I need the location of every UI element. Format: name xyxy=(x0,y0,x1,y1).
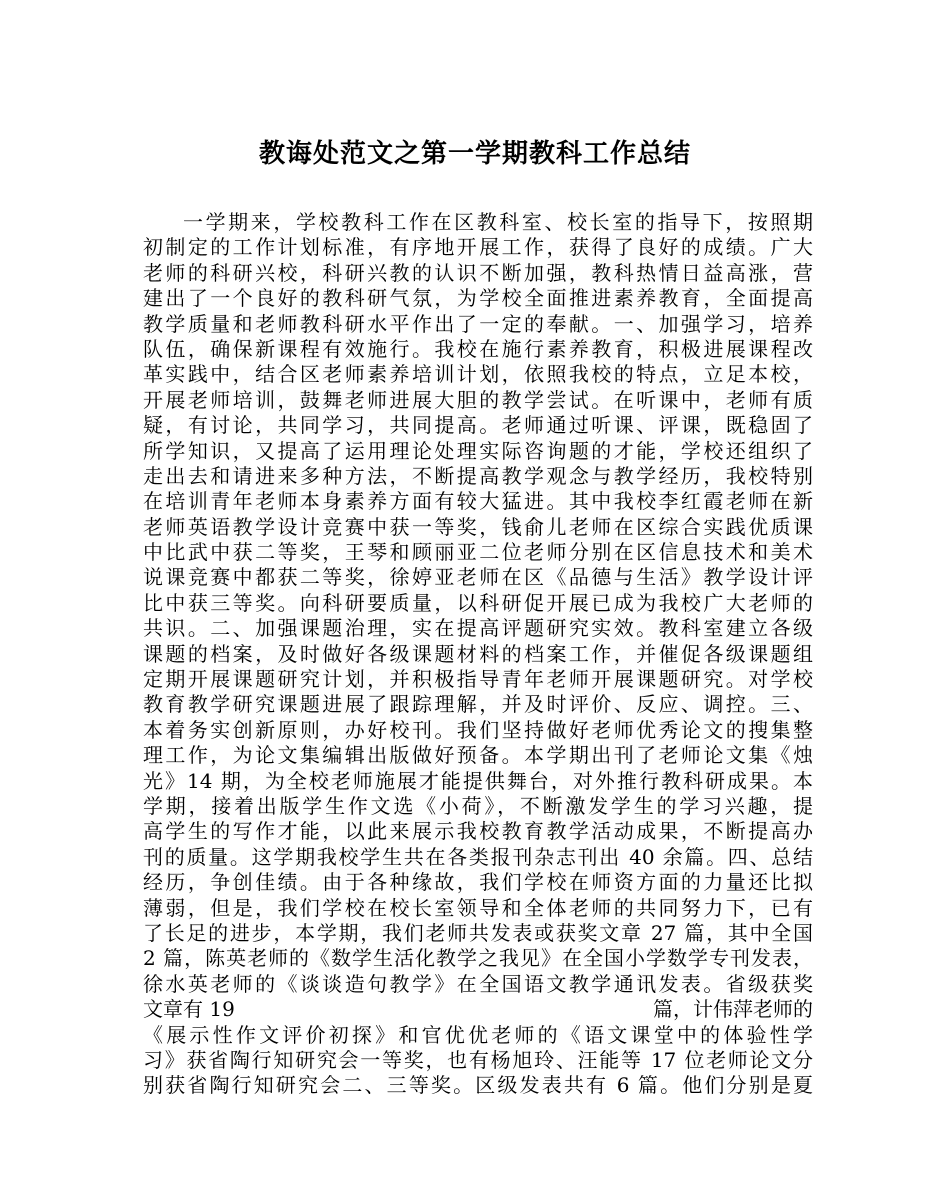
text-line: 本着务实创新原则，办好校刊。我们坚持做好老师优秀论文的搜集整 xyxy=(143,717,813,742)
text-line: 说课竞赛中都获二等奖，徐婷亚老师在区《品德与生活》教学设计评 xyxy=(143,565,813,590)
text-line: 一学期来，学校教科工作在区教科室、校长室的指导下，按照期 xyxy=(183,210,813,234)
text-line: 光》14 期，为全校老师施展才能提供舞台，对外推行教科研成果。本 xyxy=(143,768,813,793)
text-line: 学期，接着出版学生作文选《小荷》，不断激发学生的学习兴趣，提 xyxy=(143,793,813,818)
text-line: 初制定的工作计划标准，有序地开展工作，获得了良好的成绩。广大 xyxy=(143,235,813,260)
body-text xyxy=(143,210,813,1099)
text-line: 习》获省陶行知研究会一等奖，也有杨旭玲、汪能等 17 位老师论文分 xyxy=(143,1047,813,1072)
text-fragment-left: 文章有 19 xyxy=(143,997,235,1022)
text-fragment-right: 篇，计伟萍老师的 xyxy=(653,997,813,1022)
text-line: 老师的科研兴校，科研兴教的认识不断加强，教科热情日益高涨，营 xyxy=(143,260,813,285)
text-line: 《展示性作文评价初探》和官优优老师的《语文课堂中的体验性学 xyxy=(143,1022,813,1047)
text-line: 在培训青年老师本身素养方面有较大猛进。其中我校李红霞老师在新 xyxy=(143,489,813,514)
text-line: 别获省陶行知研究会二、三等奖。区级发表共有 6 篇。他们分别是夏 xyxy=(143,1073,813,1098)
text-line: 队伍，确保新课程有效施行。我校在施行素养教育，积极进展课程改 xyxy=(143,336,813,361)
text-line: 疑，有讨论，共同学习，共同提高。老师通过听课、评课，既稳固了 xyxy=(143,413,813,438)
text-line: 所学知识，又提高了运用理论处理实际咨询题的才能，学校还组织了 xyxy=(143,438,813,463)
text-line: 教育教学研究课题进展了跟踪理解，并及时评价、反应、调控。三、 xyxy=(143,692,813,717)
text-line: 薄弱，但是，我们学校在校长室领导和全体老师的共同努力下，已有 xyxy=(143,895,813,920)
text-line: 课题的档案，及时做好各级课题材料的档案工作，并催促各级课题组 xyxy=(143,641,813,666)
text-line: 中比武中获二等奖，王琴和顾丽亚二位老师分别在区信息技术和美术 xyxy=(143,540,813,565)
text-line: 了长足的进步，本学期，我们老师共发表或获奖文章 27 篇，其中全国 xyxy=(143,920,813,945)
text-line: 革实践中，结合区老师素养培训计划，依照我校的特点，立足本校， xyxy=(143,362,813,387)
page-title: 教诲处范文之第一学期教科工作总结 xyxy=(258,139,691,169)
text-line: 比中获三等奖。向科研要质量，以科研促开展已成为我校广大老师的 xyxy=(143,590,813,615)
text-line: 高学生的写作才能，以此来展示我校教育教学活动成果，不断提高办 xyxy=(143,819,813,844)
text-line: 走出去和请进来多种方法，不断提高教学观念与教学经历，我校特别 xyxy=(143,463,813,488)
split-text-line xyxy=(143,997,813,1022)
text-line: 教学质量和老师教科研水平作出了一定的奉献。一、加强学习，培养 xyxy=(143,311,813,336)
text-line: 建出了一个良好的教科研气氛，为学校全面推进素养教育，全面提高 xyxy=(143,286,813,311)
text-line: 经历，争创佳绩。由于各种缘故，我们学校在师资方面的力量还比拟 xyxy=(143,870,813,895)
text-line: 开展老师培训，鼓舞老师进展大胆的教学尝试。在听课中，老师有质 xyxy=(143,387,813,412)
text-line: 共识。二、加强课题治理，实在提高评题研究实效。教科室建立各级 xyxy=(143,616,813,641)
text-line: 理工作，为论文集编辑出版做好预备。本学期出刊了老师论文集《烛 xyxy=(143,743,813,768)
text-line: 2 篇，陈英老师的《数学生活化教学之我见》在全国小学数学专刊发表， xyxy=(143,946,813,971)
text-line: 老师英语教学设计竞赛中获一等奖，钱俞儿老师在区综合实践优质课 xyxy=(143,514,813,539)
text-line: 徐水英老师的《谈谈造句教学》在全国语文教学通讯发表。省级获奖 xyxy=(143,971,813,996)
text-line: 刊的质量。这学期我校学生共在各类报刊杂志刊出 40 余篇。四、总结 xyxy=(143,844,813,869)
text-line: 定期开展课题研究计划，并积极指导青年老师开展课题研究。对学校 xyxy=(143,667,813,692)
